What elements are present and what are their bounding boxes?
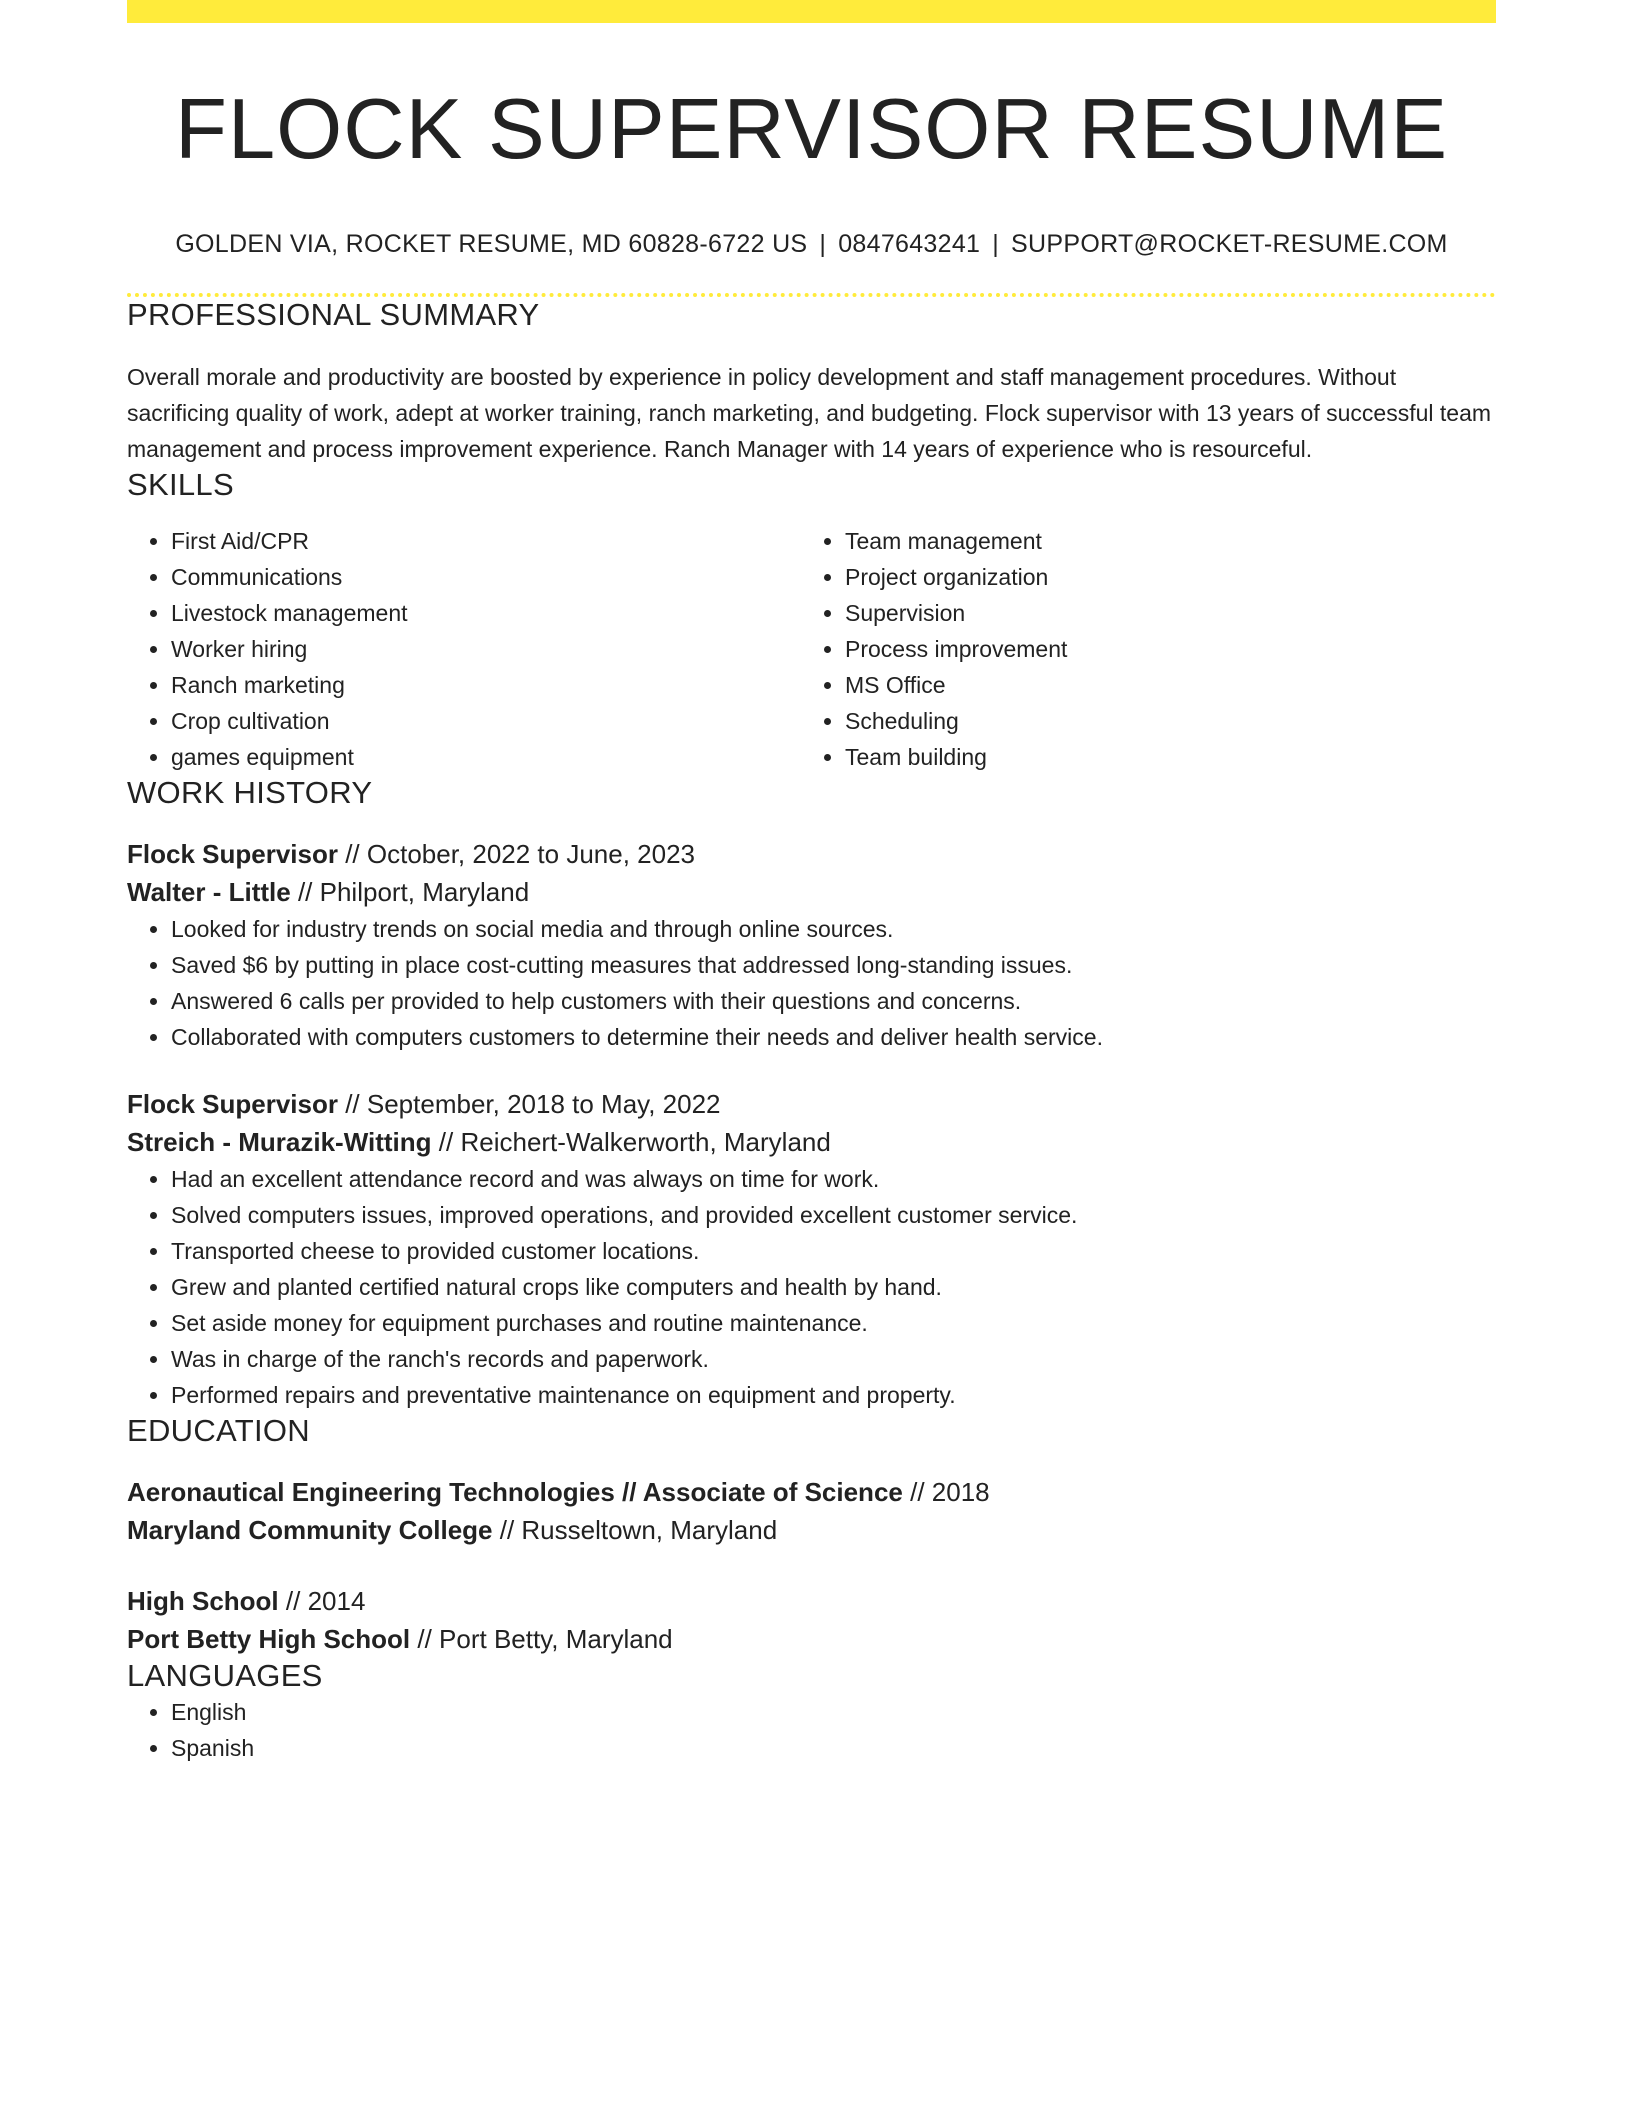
education-entry <box>127 1473 1496 1549</box>
job-title-line <box>127 835 1496 873</box>
job-title: Flock Supervisor <box>127 839 338 869</box>
skills-column-left <box>127 523 801 775</box>
languages-heading: LANGUAGES <box>127 1658 323 1693</box>
skill-item: • Team management <box>845 523 1475 559</box>
education-location: // Russeltown, Maryland <box>499 1515 778 1545</box>
skill-item: • games equipment <box>171 739 801 775</box>
skill-item: • MS Office <box>845 667 1475 703</box>
education-school: Port Betty High School <box>127 1624 411 1654</box>
skills-column-right <box>801 523 1475 775</box>
skill-item: • Process improvement <box>845 631 1475 667</box>
contact-separator: | <box>992 230 1000 258</box>
skill-item: • Livestock management <box>171 595 801 631</box>
job-bullet: • Grew and planted certified natural crops like computers and health by hand. <box>171 1269 1496 1305</box>
resume-title: FLOCK SUPERVISOR RESUME <box>174 82 1449 177</box>
job-bullet: • Saved $6 by putting in place cost-cutting measures that addressed long-standing issues. <box>171 947 1496 983</box>
skill-item: • Team building <box>845 739 1475 775</box>
language-item: • English <box>171 1694 1496 1730</box>
education-entry <box>127 1582 1496 1658</box>
skill-item: • Crop cultivation <box>171 703 801 739</box>
job-bullet: • Had an excellent attendance record and was always on time for work. <box>171 1161 1496 1197</box>
job-bullet: • Answered 6 calls per provided to help customers with their questions and concerns. <box>171 983 1496 1019</box>
education-school-line <box>127 1620 1496 1658</box>
contact-line <box>127 229 1496 259</box>
education-degree-line <box>127 1473 1496 1511</box>
education-heading: EDUCATION <box>127 1413 310 1448</box>
summary-text: Overall morale and productivity are boosted by experience in policy development and staff management procedures. Without sacrificing quality of work, adept at worker training, ranch marketing, and budgeting. Flock supervisor with 13 years of successful team management and process improvement experience. Ranch Manager with 14 years of experience who is resourceful. <box>127 364 1492 462</box>
job-title: Flock Supervisor <box>127 1089 338 1119</box>
languages-list <box>127 1694 1496 1766</box>
job-bullet: • Looked for industry trends on social media and through online sources. <box>171 911 1496 947</box>
education-year: // 2018 <box>910 1477 990 1507</box>
skill-item: • First Aid/CPR <box>171 523 801 559</box>
summary-heading: PROFESSIONAL SUMMARY <box>127 297 540 332</box>
job-bullet: • Transported cheese to provided customer locations. <box>171 1233 1496 1269</box>
skill-item: • Project organization <box>845 559 1475 595</box>
education-degree: Aeronautical Engineering Technologies // Associate of Science <box>127 1477 903 1507</box>
job-title-line <box>127 1085 1496 1123</box>
job-employer-line <box>127 873 1496 911</box>
job-bullet: • Solved computers issues, improved operations, and provided excellent customer service. <box>171 1197 1496 1233</box>
job-employer: Walter - Little <box>127 877 291 907</box>
job-location: // Reichert-Walkerworth, Maryland <box>438 1127 831 1157</box>
skills-grid <box>127 523 1496 775</box>
skill-item: • Ranch marketing <box>171 667 801 703</box>
contact-separator: | <box>819 230 827 258</box>
job-bullet: • Collaborated with computers customers to determine their needs and deliver health service. <box>171 1019 1496 1055</box>
job-dates: // October, 2022 to June, 2023 <box>345 839 696 869</box>
skills-heading: SKILLS <box>127 467 234 502</box>
skill-item: • Communications <box>171 559 801 595</box>
work-history-heading: WORK HISTORY <box>127 775 373 810</box>
skill-item: • Worker hiring <box>171 631 801 667</box>
job-dates: // September, 2018 to May, 2022 <box>345 1089 721 1119</box>
job-entry <box>127 1085 1496 1413</box>
job-bullet: • Performed repairs and preventative maintenance on equipment and property. <box>171 1377 1496 1413</box>
skill-item: • Supervision <box>845 595 1475 631</box>
contact-address: GOLDEN VIA, ROCKET RESUME, MD 60828-6722 US <box>175 230 808 258</box>
job-employer-line <box>127 1123 1496 1161</box>
language-item: • Spanish <box>171 1730 1496 1766</box>
job-bullet: • Set aside money for equipment purchases and routine maintenance. <box>171 1305 1496 1341</box>
education-school: Maryland Community College <box>127 1515 493 1545</box>
contact-email: SUPPORT@ROCKET-RESUME.COM <box>1011 230 1448 258</box>
contact-phone: 0847643241 <box>838 230 981 258</box>
education-degree: High School <box>127 1586 279 1616</box>
job-bullet: • Was in charge of the ranch's records and paperwork. <box>171 1341 1496 1377</box>
education-year: // 2014 <box>285 1586 366 1616</box>
education-school-line <box>127 1511 1496 1549</box>
education-location: // Port Betty, Maryland <box>417 1624 673 1654</box>
job-bullets <box>127 1161 1496 1413</box>
resume-content <box>127 0 1496 1766</box>
job-bullets <box>127 911 1496 1055</box>
job-employer: Streich - Murazik-Witting <box>127 1127 432 1157</box>
education-degree-line <box>127 1582 1496 1620</box>
job-entry <box>127 835 1496 1055</box>
skill-item: • Scheduling <box>845 703 1475 739</box>
job-location: // Philport, Maryland <box>297 877 530 907</box>
